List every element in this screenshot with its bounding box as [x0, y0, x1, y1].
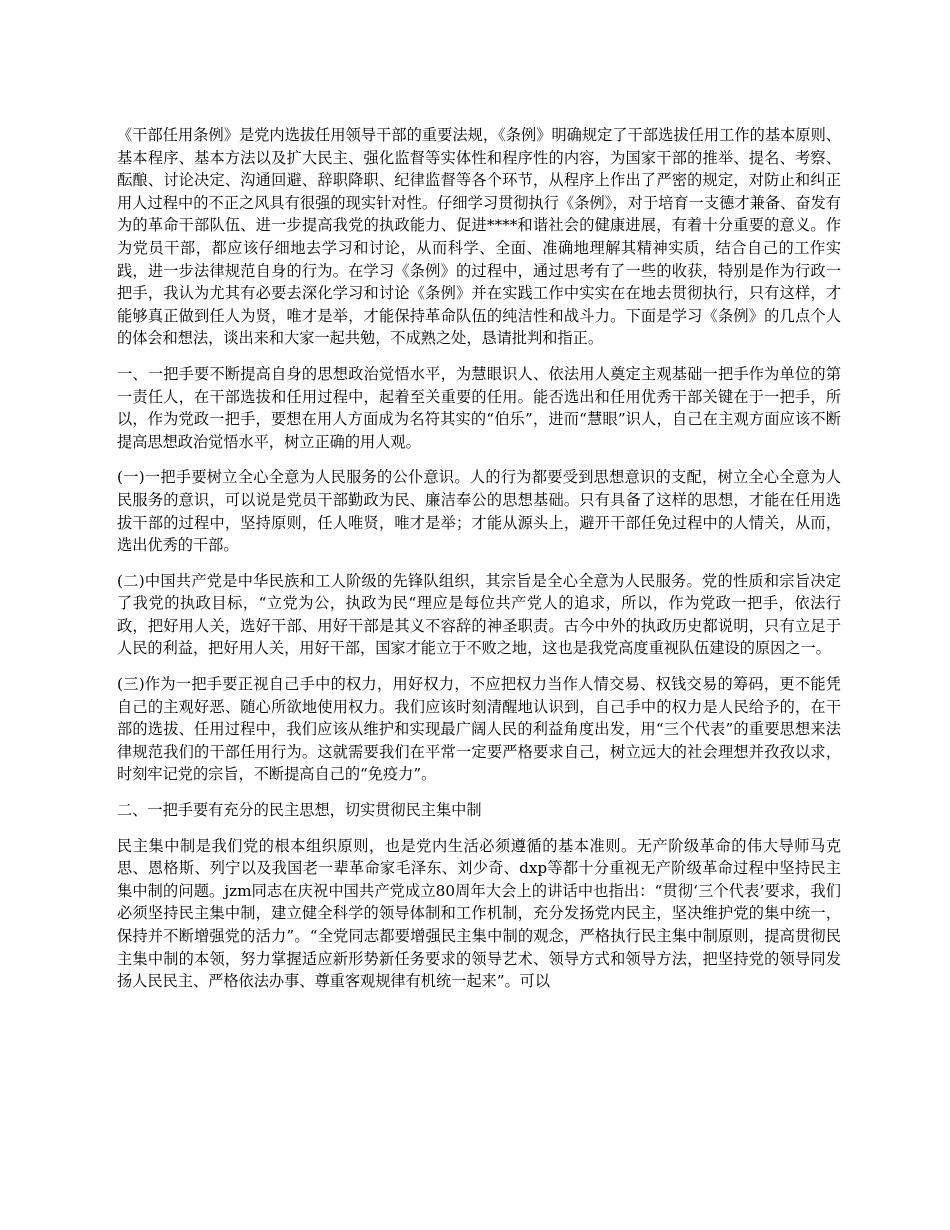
paragraph-democratic-centralism: 民主集中制是我们党的根本组织原则，也是党内生活必须遵循的基本准则。无产阶级革命的伟大导师马克思、恩格斯、列宁以及我国老一辈革命家毛泽东、刘少奇、dxp等都十分重视无产阶级革命过程中坚持民主集中制的问题。jzm同志在庆祝中国共产党成立80周年大会上的讲话中也指出：“贯彻‘三个代表’要求，我们必须坚持民主集中制，建立健全科学的领导体制和工作机制，充分发扬党内民主，坚决维护党的集中统一，保持并不断增强党的活力”。“全党同志都要增强民主集中制的观念，严格执行民主集中制原则，提高贯彻民主集中制的本领，努力掌握适应新形势新任务要求的领导艺术、领导方式和领导方法，把坚持党的领导同发扬人民民主、严格依法办事、尊重客观规律有机统一起来”。可以 — [117, 836, 841, 991]
paragraph-intro: 《干部任用条例》是党内选拔任用领导干部的重要法规，《条例》明确规定了干部选拔任用工作的基本原则、基本程序、基本方法以及扩大民主、强化监督等实体性和程序性的内容，为国家干部的推举、提名、考察、酝酿、讨论决定、沟通回避、辞职降职、纪律监督等各个环节，从程序上作出了严密的规定，对防止和纠正用人过程中的不正之风具有很强的现实针对性。仔细学习贯彻执行《条例》，对于培育一支德才兼备、奋发有为的革命干部队伍、进一步提高我党的执政能力、促进****和谐社会的健康进展，有着十分重要的意义。作为党员干部，都应该仔细地去学习和讨论，从而科学、全面、准确地理解其精神实质，结合自己的工作实践，进一步法律规范自身的行为。在学习《条例》的过程中，通过思考有了一些的收获，特别是作为行政一把手，我认为尤其有必要去深化学习和讨论《条例》并在实践工作中实实在在地去贯彻执行，只有这样，才能够真正做到任人为贤，唯才是举，才能保持革命队伍的纯洁性和战斗力。下面是学习《条例》的几点个人的体会和想法，谈出来和大家一起共勉，不成熟之处，恳请批判和指正。 — [117, 126, 841, 348]
paragraph-section-one: 一、一把手要不断提高自身的思想政治觉悟水平，为慧眼识人、依法用人奠定主观基础一把手作为单位的第一责任人，在干部选拔和任用过程中，起着至关重要的任用。能否选出和任用优秀干部关键在于一把手，所以，作为党政一把手，要想在用人方面成为名符其实的“伯乐”，进而“慧眼”识人，自己在主观方面应该不断提高思想政治觉悟水平，树立正确的用人观。 — [117, 364, 841, 451]
paragraph-point-one: (一)一把手要树立全心全意为人民服务的公仆意识。人的行为都要受到思想意识的支配，树立全心全意为人民服务的意识，可以说是党员干部勤政为民、廉洁奉公的思想基础。只有具备了这样的思想，才能在任用选拔干部的过程中，坚持原则，任人唯贤，唯才是举；才能从源头上，避开干部任免过程中的人情关，从而，选出优秀的干部。 — [117, 468, 841, 555]
paragraph-point-three: (三)作为一把手要正视自己手中的权力，用好权力，不应把权力当作人情交易、权钱交易的筹码，更不能凭自己的主观好恶、随心所欲地使用权力。我们应该时刻清醒地认识到，自己手中的权力是人民给予的，在干部的选拔、任用过程中，我们应该从维护和实现最广阔人民的利益角度出发，用“三个代表”的重要思想来法律规范我们的干部任用行为。这就需要我们在平常一定要严格要求自己，树立远大的社会理想并孜孜以求，时刻牢记党的宗旨，不断提高自己的“免疫力”。 — [117, 675, 841, 784]
section-two-heading: 二、一把手要有充分的民主思想，切实贯彻民主集中制 — [117, 801, 482, 820]
paragraph-point-two: (二)中国共产党是中华民族和工人阶级的先锋队组织，其宗旨是全心全意为人民服务。党的性质和宗旨决定了我党的执政目标，“立党为公，执政为民“理应是每位共产党人的追求，所以，作为党政一把手，依法行政，把好用人关，选好干部、用好干部是其义不容辞的神圣职责。古今中外的执政历史都说明，只有立足于人民的利益，把好用人关，用好干部，国家才能立于不败之地，这也是我党高度重视队伍建设的原因之一。 — [117, 571, 841, 658]
document-body — [117, 124, 841, 1006]
